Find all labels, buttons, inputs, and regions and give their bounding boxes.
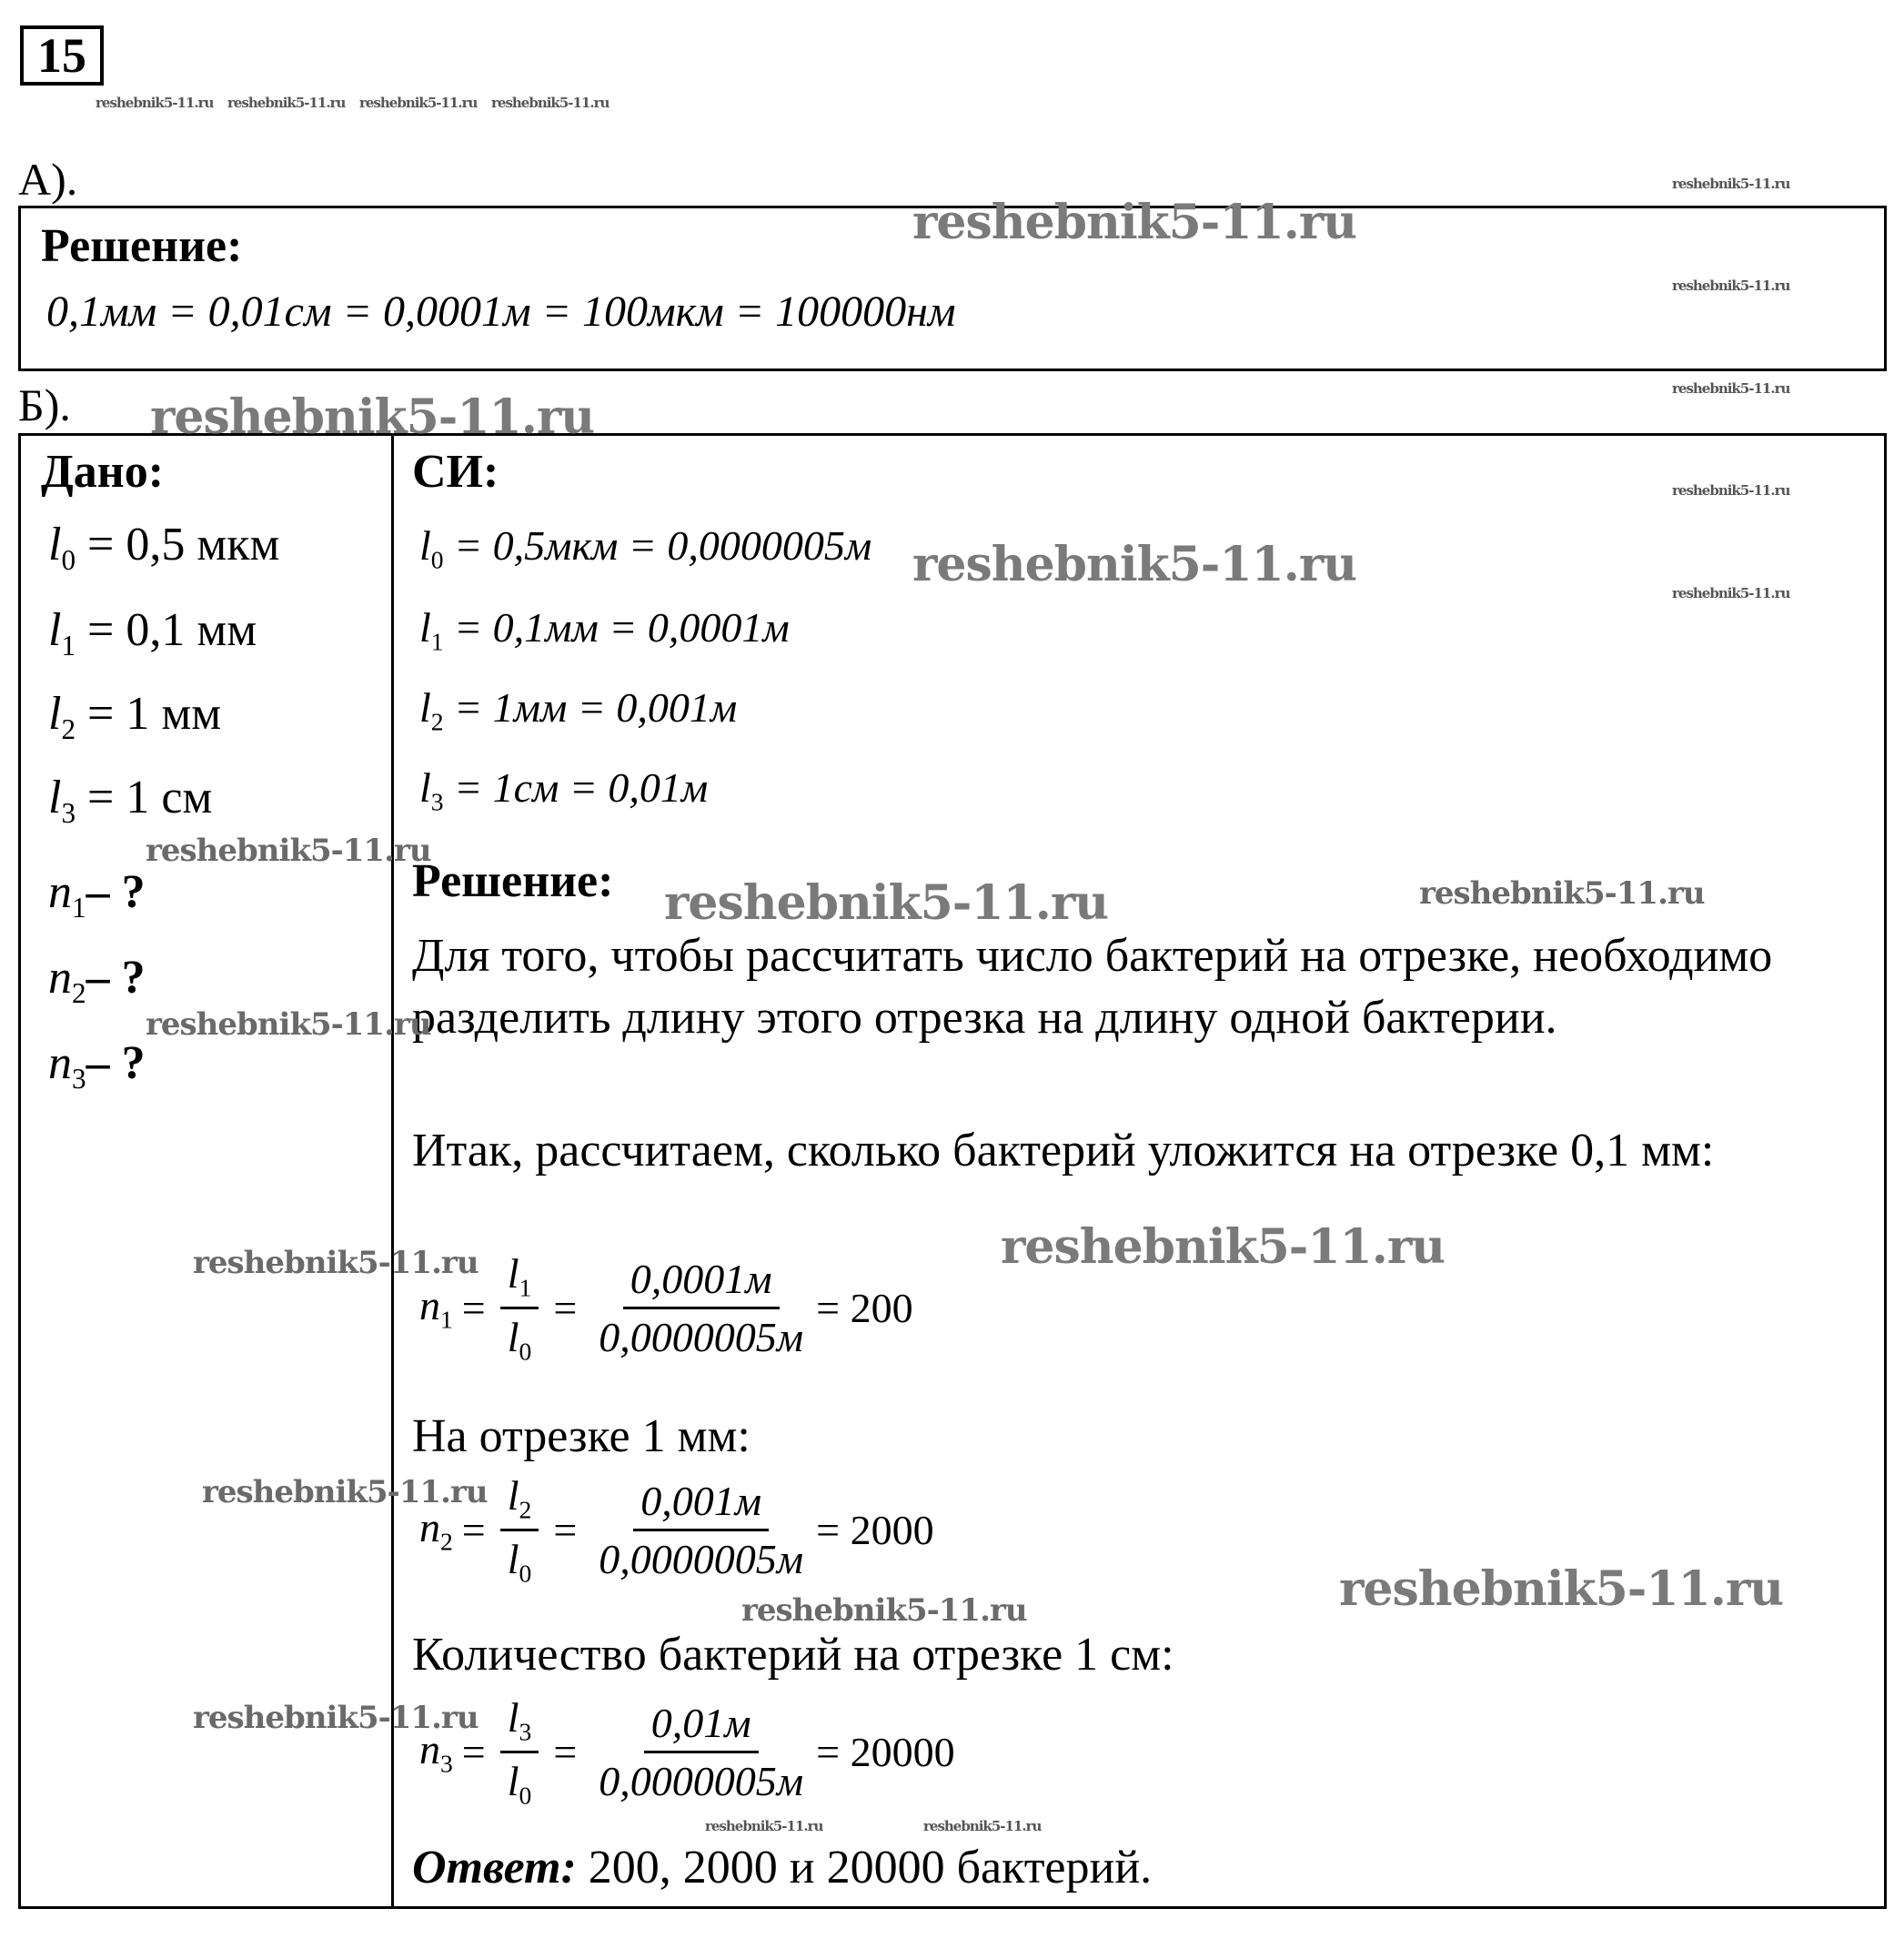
si-heading: СИ: bbox=[412, 446, 499, 498]
unknown-item: $n_2-$ ? bbox=[48, 952, 146, 1009]
part-b-box bbox=[18, 433, 1887, 1909]
part-a-label: А). bbox=[18, 154, 78, 205]
watermark: reshebnik5-11.ru bbox=[1419, 875, 1705, 912]
si-item: $l_3 = 1см = 0,01м$ bbox=[419, 764, 709, 816]
watermark: reshebnik5-11.ru bbox=[359, 95, 478, 111]
solution-paragraph: Итак, рассчитаем, сколько бактерий уложится на отрезке 0,1 мм: bbox=[412, 1125, 1715, 1176]
formula-n2: $n_2$ = $\frac{l_2}{l_0}$ = $\frac{0,001м}{0,0000005м}$ = 2000 bbox=[419, 1472, 934, 1588]
given-heading: Дано: bbox=[41, 446, 165, 498]
watermark: reshebnik5-11.ru bbox=[491, 95, 609, 111]
given-item: $l_2 = 1$ мм bbox=[48, 688, 222, 745]
watermark: reshebnik5-11.ru bbox=[150, 389, 595, 445]
watermark: reshebnik5-11.ru bbox=[664, 875, 1109, 931]
part-a-equation: 0,1мм = 0,01см = 0,0001м = 100мкм = 100000нм bbox=[46, 288, 956, 336]
watermark: reshebnik5-11.ru bbox=[1672, 482, 1790, 499]
watermark: reshebnik5-11.ru bbox=[1672, 380, 1790, 397]
watermark: reshebnik5-11.ru bbox=[193, 1700, 479, 1736]
watermark: reshebnik5-11.ru bbox=[1672, 278, 1790, 294]
si-item: $l_0 = 0,5мкм = 0,0000005м$ bbox=[419, 522, 872, 574]
solution-paragraph: Для того, чтобы рассчитать число бактерий на отрезке, необходимо разделить длину этого отрезка на длину одной бактерии. bbox=[412, 930, 1773, 1044]
column-divider bbox=[391, 436, 394, 1906]
watermark: reshebnik5-11.ru bbox=[1001, 1219, 1446, 1275]
unknown-item: $n_1-$ ? bbox=[48, 866, 146, 924]
answer-text: 200, 2000 и 20000 бактерий. bbox=[576, 1842, 1153, 1893]
problem-number: 15 bbox=[20, 25, 104, 86]
watermark: reshebnik5-11.ru bbox=[912, 195, 1357, 250]
watermark: reshebnik5-11.ru bbox=[1672, 585, 1790, 601]
given-item: $l_3 = 1$ см bbox=[48, 772, 213, 829]
solution-paragraph: Количество бактерий на отрезке 1 см: bbox=[412, 1629, 1174, 1681]
solution-heading: Решение: bbox=[412, 855, 614, 907]
answer bbox=[412, 1837, 1152, 1899]
watermark: reshebnik5-11.ru bbox=[923, 1818, 1042, 1834]
formula-n3: $n_3$ = $\frac{l_3}{l_0}$ = $\frac{0,01м}{0,0000005м}$ = 20000 bbox=[419, 1694, 955, 1810]
watermark: reshebnik5-11.ru bbox=[202, 1474, 488, 1510]
watermark: reshebnik5-11.ru bbox=[146, 1006, 431, 1043]
solution-paragraph: На отрезке 1 мм: bbox=[412, 1410, 751, 1462]
given-item: $l_0 = 0,5$ мкм bbox=[48, 519, 280, 576]
watermark: reshebnik5-11.ru bbox=[705, 1818, 823, 1834]
answer-label: Ответ: bbox=[412, 1842, 577, 1893]
watermark: reshebnik5-11.ru bbox=[1672, 176, 1790, 192]
watermark: reshebnik5-11.ru bbox=[146, 833, 431, 869]
watermark: reshebnik5-11.ru bbox=[193, 1245, 479, 1281]
si-item: $l_1 = 0,1мм = 0,0001м$ bbox=[419, 604, 790, 656]
part-b-label: Б). bbox=[18, 379, 71, 430]
watermark: reshebnik5-11.ru bbox=[741, 1592, 1027, 1629]
watermark: reshebnik5-11.ru bbox=[227, 95, 346, 111]
part-a-heading: Решение: bbox=[41, 220, 243, 272]
watermark: reshebnik5-11.ru bbox=[1339, 1561, 1784, 1617]
unknown-item: $n_3-$ ? bbox=[48, 1037, 146, 1095]
given-item: $l_1 = 0,1$ мм bbox=[48, 604, 257, 661]
formula-n1: $n_1$ = $\frac{l_1}{l_0}$ = $\frac{0,0001м}{0,0000005м}$ = 200 bbox=[419, 1250, 913, 1366]
watermark: reshebnik5-11.ru bbox=[912, 537, 1357, 592]
si-item: $l_2 = 1мм = 0,001м$ bbox=[419, 684, 738, 736]
watermark: reshebnik5-11.ru bbox=[96, 95, 214, 111]
